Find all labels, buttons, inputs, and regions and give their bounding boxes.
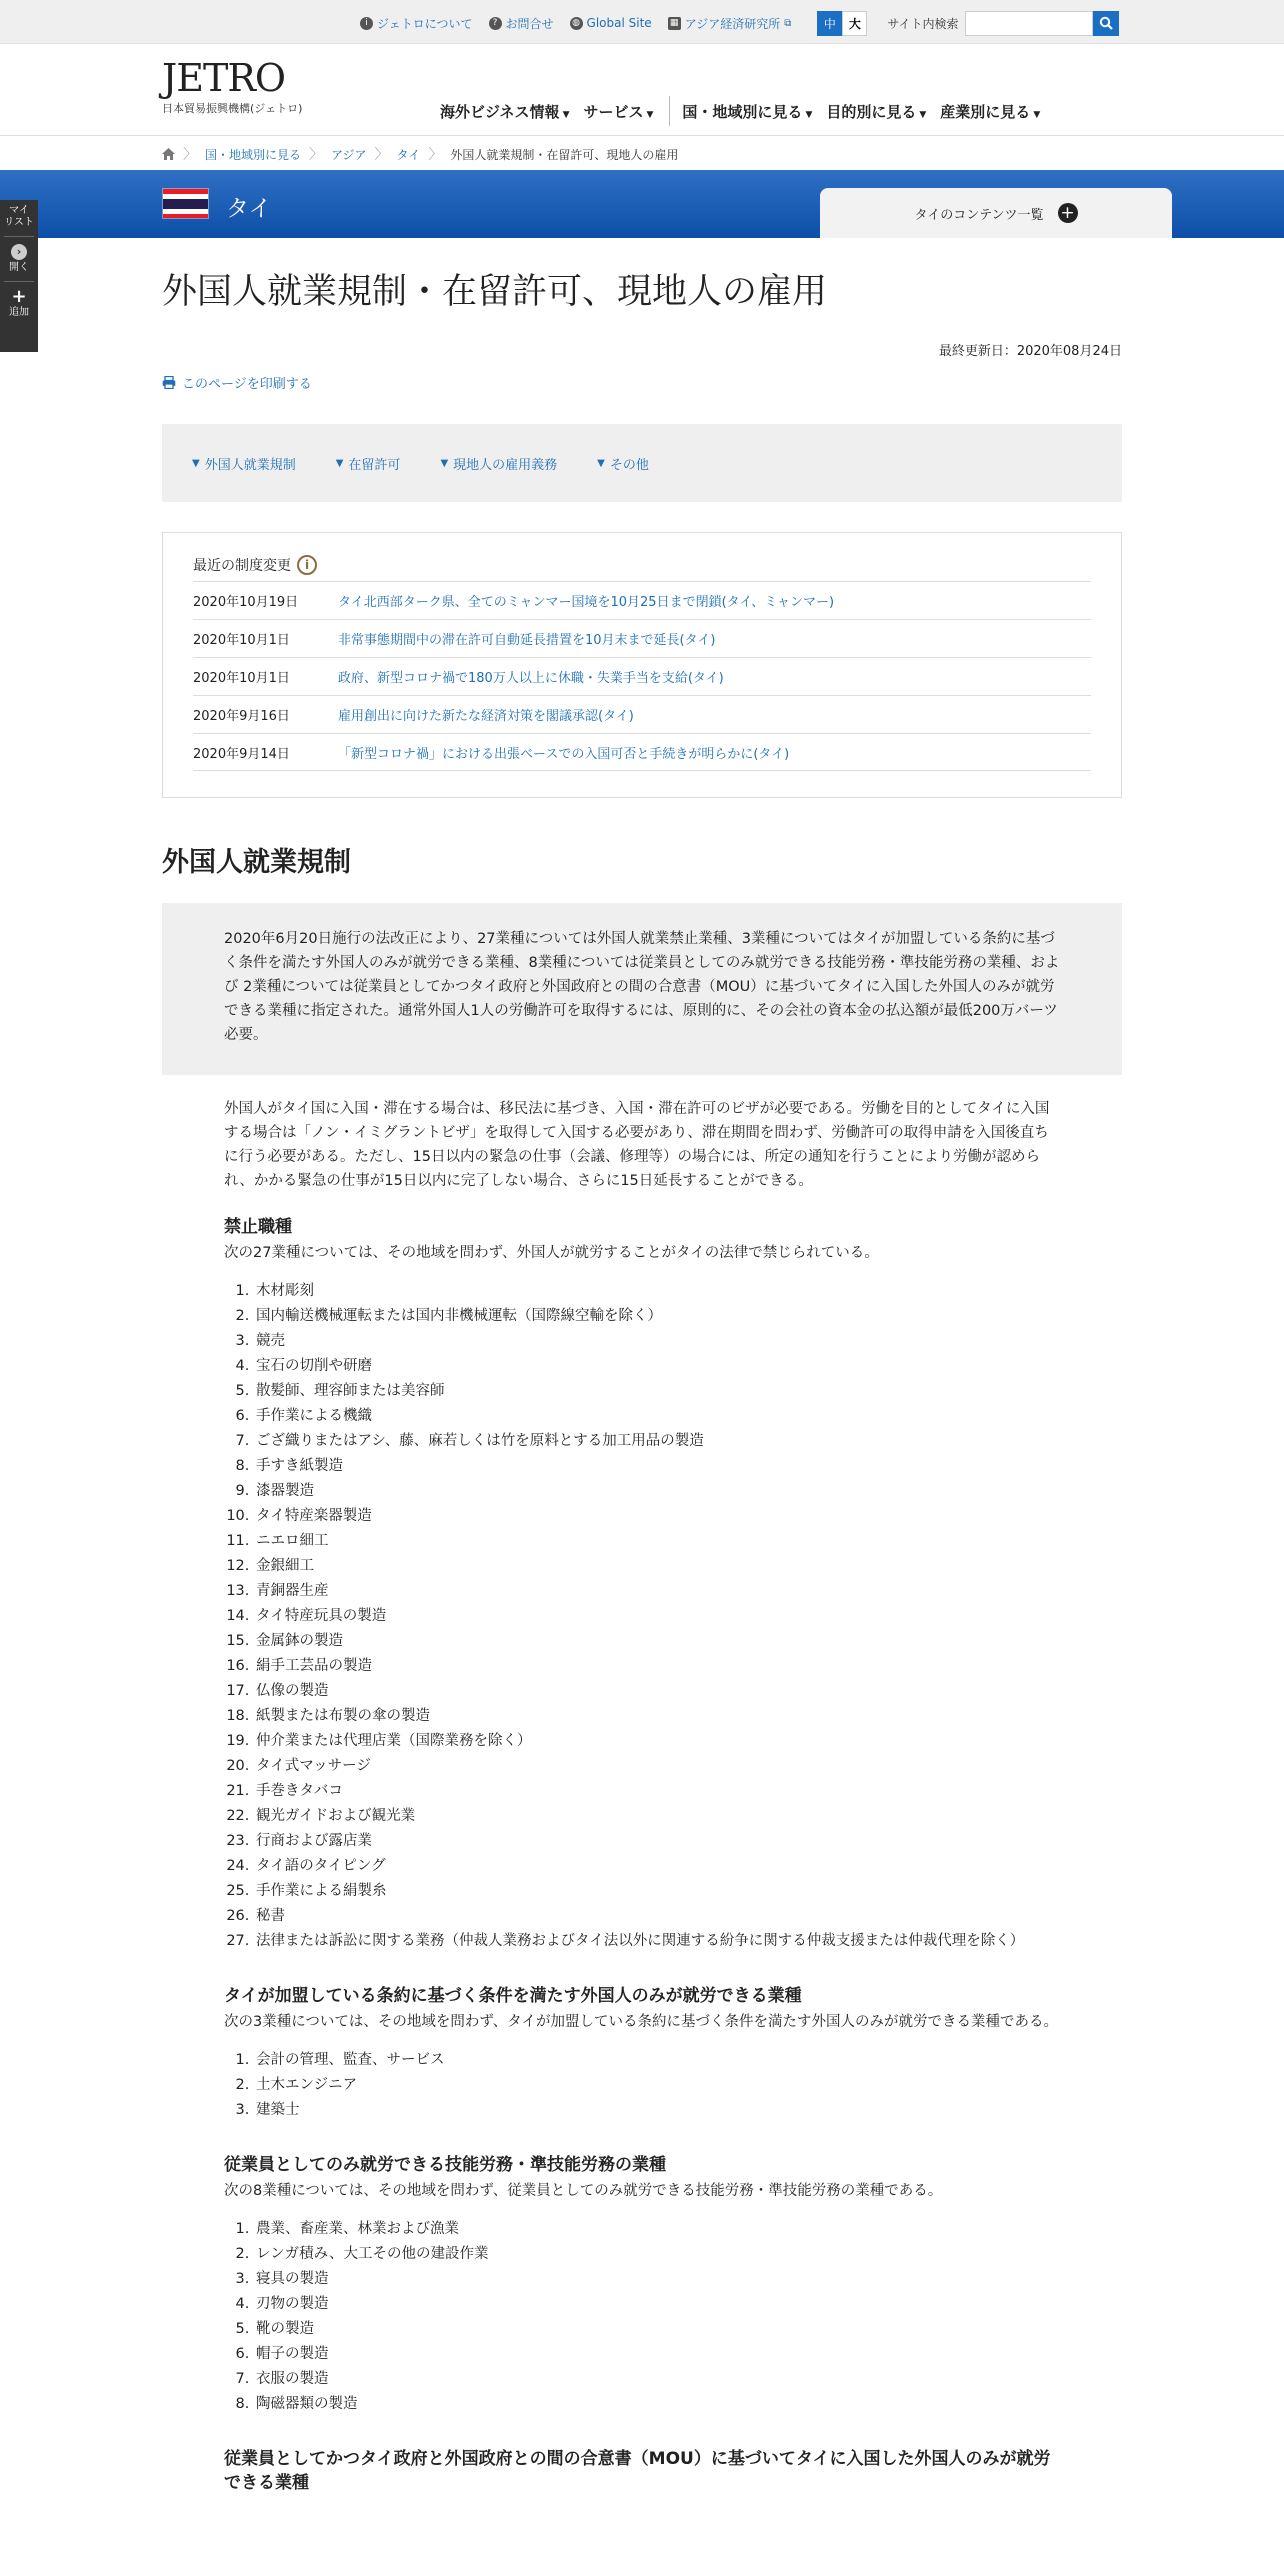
breadcrumb-item[interactable]: アジア xyxy=(331,147,367,162)
anchor-label: 現地人の雇用義務 xyxy=(453,457,558,473)
list-item: 1. 木材彫刻 xyxy=(254,1279,1060,1304)
list-item: 3. 建築士 xyxy=(254,2098,1060,2123)
list-item: 5. 靴の製造 xyxy=(254,2317,1060,2342)
building-icon: ▦ xyxy=(668,17,681,30)
triangle-down-icon: ▼ xyxy=(335,457,344,469)
list-item: 3. 競売 xyxy=(254,1329,1060,1354)
mylist-add-button[interactable] xyxy=(0,284,38,324)
printer-icon xyxy=(162,376,176,389)
anchor-foreign-employment[interactable] xyxy=(192,454,296,473)
breadcrumb-separator: 〉 xyxy=(183,147,197,163)
news-date: 2020年10月19日 xyxy=(193,595,299,610)
anchor-other[interactable] xyxy=(597,454,649,473)
breadcrumb-item[interactable]: タイ xyxy=(396,147,421,162)
list-item: 26. 秘書 xyxy=(254,1904,1060,1929)
recent-changes-title: 最近の制度変更 xyxy=(193,558,291,574)
flag-stripe xyxy=(163,199,208,209)
logo-subtitle: 日本貿易振興機構(ジェトロ) xyxy=(162,102,303,115)
anchor-label: 在留許可 xyxy=(348,457,401,473)
list-item: 8. 陶磁器類の製造 xyxy=(254,2392,1060,2417)
employee-list xyxy=(224,2217,1060,2417)
thailand-flag xyxy=(162,188,209,219)
flag-stripe xyxy=(163,214,208,218)
nav-label: 産業別に見る xyxy=(940,102,1031,121)
news-date: 2020年10月1日 xyxy=(193,671,290,686)
prohibited-list xyxy=(224,1279,1060,1954)
list-item: 22. 観光ガイドおよび観光業 xyxy=(254,1804,1060,1829)
list-item: 8. 手すき紙製造 xyxy=(254,1454,1060,1479)
prohibited-heading: 禁止職種 xyxy=(224,1217,292,1237)
nav-label: 目的別に見る xyxy=(826,102,917,121)
list-item: 2. 国内輸送機械運転または国内非機械運転（国際線空輸を除く） xyxy=(254,1304,1060,1329)
print-page-link[interactable] xyxy=(162,373,1122,392)
ide-link-label: アジア経済研究所 xyxy=(684,16,781,31)
list-item: 2. 土木エンジニア xyxy=(254,2073,1060,2098)
globe-icon: ◍ xyxy=(570,17,583,30)
list-item: 19. 仲介業または代理店業（国際業務を除く） xyxy=(254,1729,1060,1754)
plus-icon: + xyxy=(1058,203,1078,223)
list-item: 10. タイ特産楽器製造 xyxy=(254,1504,1060,1529)
news-link[interactable]: 政府、新型コロナ禍で180万人以上に休職・失業手当を支給(タイ) xyxy=(338,671,724,686)
news-date: 2020年9月16日 xyxy=(193,709,290,724)
list-item: 11. ニエロ細工 xyxy=(254,1529,1060,1554)
caret-down-icon: ▼ xyxy=(805,109,813,120)
list-item: 7. 衣服の製造 xyxy=(254,2367,1060,2392)
mylist-widget xyxy=(0,200,38,352)
news-row xyxy=(193,733,1091,771)
widget-divider xyxy=(4,236,34,237)
country-name: タイ xyxy=(226,196,272,222)
news-row xyxy=(193,619,1091,657)
font-size-large-button[interactable]: 大 xyxy=(842,11,867,36)
nav-label: 海外ビジネス情報 xyxy=(440,102,560,121)
nav-divider xyxy=(669,96,670,126)
mylist-open-button[interactable] xyxy=(0,239,38,279)
caret-down-icon: ▼ xyxy=(646,109,654,120)
list-item: 20. タイ式マッサージ xyxy=(254,1754,1060,1779)
news-link[interactable]: 非常事態期間中の滞在許可自動延長措置を10月末まで延長(タイ) xyxy=(338,633,716,648)
info-icon[interactable]: i xyxy=(297,555,317,575)
in-page-nav xyxy=(162,424,1122,502)
breadcrumb xyxy=(162,144,678,164)
breadcrumb-home[interactable] xyxy=(162,148,175,160)
list-item: 24. タイ語のタイピング xyxy=(254,1854,1060,1879)
mou-heading: 従業員としてかつタイ政府と外国政府との間の合意書（MOU）に基づいてタイに入国した外国人のみが就労できる業種 xyxy=(224,2449,1051,2493)
section-summary: 2020年6月20日施行の法改正により、27業種については外国人就業禁止業種、3業種についてはタイが加盟している条約に基づく条件を満たす外国人のみが就労できる業種、8業種については従業員としてのみ就労できる技能労務・準技能労務の業種、および 2業種については従業員としてかつタイ政府と外国政府との間の合意書（MOU）に基づいてタイに入国した外国人のみが就労できる業種に指定された。通常外国人1人の労働許可を取得するには、原則的に、その会社の資本金の払込額が最低200万バーツ必要。 xyxy=(162,903,1122,1075)
prohibited-intro: 次の27業種については、その地域を問わず、外国人が就労することがタイの法律で禁じられている。 xyxy=(224,1245,879,1261)
mylist-add-label: 追加 xyxy=(9,307,29,318)
list-item: 23. 行商および露店業 xyxy=(254,1829,1060,1854)
country-contents-tab[interactable] xyxy=(820,188,1172,238)
list-item: 4. 宝石の切削や研磨 xyxy=(254,1354,1060,1379)
home-icon xyxy=(162,148,175,160)
mylist-open-label: 開く xyxy=(9,262,29,273)
ide-link[interactable] xyxy=(668,15,792,32)
list-item: 3. 寝具の製造 xyxy=(254,2267,1060,2292)
nav-by-industry[interactable] xyxy=(940,101,1040,122)
recent-changes-heading xyxy=(193,555,1091,581)
section-body xyxy=(162,1075,1122,2495)
question-circle-icon: ? xyxy=(489,17,502,30)
section-title: 外国人就業規制 xyxy=(162,847,351,878)
breadcrumb-separator: 〉 xyxy=(309,147,324,163)
list-item: 25. 手作業による絹製糸 xyxy=(254,1879,1060,1904)
anchor-local-hiring[interactable] xyxy=(440,454,557,473)
list-item: 5. 散髪師、理容師または美容師 xyxy=(254,1379,1060,1404)
print-page-label: このページを印刷する xyxy=(182,377,312,392)
list-item: 14. タイ特産玩具の製造 xyxy=(254,1604,1060,1629)
breadcrumb-separator: 〉 xyxy=(374,147,389,163)
global-nav xyxy=(440,96,1054,126)
list-item: 18. 紙製または布製の傘の製造 xyxy=(254,1704,1060,1729)
treaty-intro: 次の3業種については、その地域を問わず、タイが加盟している条約に基づく条件を満たす外国人のみが就労できる業種である。 xyxy=(224,2014,1058,2030)
news-row xyxy=(193,581,1091,619)
employee-intro: 次の8業種については、その地域を問わず、従業員としてのみ就労できる技能労務・準技能労務の業種である。 xyxy=(224,2183,943,2199)
main-content xyxy=(162,238,1122,2495)
anchor-residence-permit[interactable] xyxy=(336,454,401,473)
list-item: 4. 刃物の製造 xyxy=(254,2292,1060,2317)
about-link-label: ジェトロについて xyxy=(377,16,473,31)
page-title: 外国人就業規制・在留許可、現地人の雇用 xyxy=(162,272,828,312)
info-circle-icon: i xyxy=(360,17,373,30)
country-contents-label: タイのコンテンツ一覧 xyxy=(914,207,1044,223)
list-item: 7. ござ織りまたはアシ、藤、麻若しくは竹を原料とする加工用品の製造 xyxy=(254,1429,1060,1454)
news-row xyxy=(193,695,1091,733)
global-site-label: Global Site xyxy=(586,16,652,30)
breadcrumb-current: 外国人就業規制・在留許可、現地人の雇用 xyxy=(450,147,679,162)
nav-by-purpose[interactable] xyxy=(826,101,926,122)
nav-label: 国・地域別に見る xyxy=(682,102,803,121)
nav-overseas-business[interactable] xyxy=(440,101,569,122)
contact-link[interactable] xyxy=(489,15,554,32)
treaty-heading: タイが加盟している条約に基づく条件を満たす外国人のみが就労できる業種 xyxy=(224,1986,802,2006)
widget-divider xyxy=(4,281,34,282)
breadcrumb-separator: 〉 xyxy=(428,147,443,163)
list-item: 21. 手巻きタバコ xyxy=(254,1779,1060,1804)
triangle-down-icon: ▼ xyxy=(597,457,605,469)
search-icon xyxy=(1099,16,1113,30)
chevron-right-icon: › xyxy=(11,244,27,260)
anchor-label: その他 xyxy=(609,457,649,473)
country-band xyxy=(0,170,1284,238)
list-item: 17. 仏像の製造 xyxy=(254,1679,1060,1704)
list-item: 6. 帽子の製造 xyxy=(254,2342,1060,2367)
plus-icon: + xyxy=(11,286,27,307)
font-size-medium-button[interactable]: 中 xyxy=(817,11,842,36)
news-row xyxy=(193,657,1091,695)
list-item: 15. 金属鉢の製造 xyxy=(254,1629,1060,1654)
list-item: 6. 手作業による機織 xyxy=(254,1404,1060,1429)
site-search-input[interactable] xyxy=(965,11,1093,36)
caret-down-icon: ▼ xyxy=(562,109,570,120)
global-site-link[interactable] xyxy=(570,16,652,30)
font-size-switcher xyxy=(817,11,867,36)
triangle-down-icon: ▼ xyxy=(192,457,200,469)
list-item: 2. レンガ積み、大工その他の建設作業 xyxy=(254,2242,1060,2267)
site-search-label: サイト内検索 xyxy=(887,16,959,31)
triangle-down-icon: ▼ xyxy=(440,457,449,469)
site-search-button[interactable] xyxy=(1093,11,1119,36)
contact-link-label: お問合せ xyxy=(505,16,554,31)
utility-bar xyxy=(0,0,1284,44)
list-item: 13. 青銅器生産 xyxy=(254,1579,1060,1604)
list-item: 27. 法律または訴訟に関する業務（仲裁人業務およびタイ法以外に関連する紛争に関する仲裁支援または仲裁代理を除く） xyxy=(254,1929,1060,1954)
news-link[interactable]: タイ北西部ターク県、全てのミャンマー国境を10月25日まで閉鎖(タイ、ミャンマー) xyxy=(338,595,835,610)
list-item: 16. 絹手工芸品の製造 xyxy=(254,1654,1060,1679)
list-item: 9. 漆器製造 xyxy=(254,1479,1060,1504)
nav-services[interactable] xyxy=(583,101,653,122)
list-item: 12. 金銀細工 xyxy=(254,1554,1060,1579)
mylist-label: マイ リスト xyxy=(4,205,34,228)
treaty-list xyxy=(224,2048,1060,2123)
recent-changes-box xyxy=(162,532,1122,798)
last-updated: 最終更新日：2020年08月24日 xyxy=(938,344,1122,359)
news-link[interactable]: 「新型コロナ禍」における出張ベースでの入国可否と手続きが明らかに(タイ) xyxy=(338,746,790,762)
anchor-label: 外国人就業規制 xyxy=(204,457,296,473)
breadcrumb-item[interactable]: 国・地域別に見る xyxy=(205,147,302,162)
nav-label: サービス xyxy=(583,102,644,121)
caret-down-icon: ▼ xyxy=(1033,109,1041,120)
body-paragraph: 外国人がタイ国に入国・滞在する場合は、移民法に基づき、入国・滞在許可のビザが必要である。労働を目的としてタイに入国する場合は「ノン・イミグラントビザ」を取得して入国する必要があり、滞在期間を問わず、労働許可の取得申請を入国後直ちに行う必要がある。ただし、15日以内の緊急の仕事（会議、修理等）の場合には、所定の通知を行うことにより労働が認められ、かかる緊急の仕事が15日以内に完了しない場合、さらに15日延長することができる。 xyxy=(224,1101,1050,1189)
external-link-icon: ⧉ xyxy=(784,17,792,29)
jetro-logo[interactable] xyxy=(162,58,302,116)
site-header xyxy=(0,44,1284,136)
list-item: 1. 農業、畜産業、林業および漁業 xyxy=(254,2217,1060,2242)
logo-wordmark: JETRO xyxy=(162,56,286,100)
about-link[interactable] xyxy=(360,15,473,32)
employee-heading: 従業員としてのみ就労できる技能労務・準技能労務の業種 xyxy=(224,2155,666,2175)
news-link[interactable]: 雇用創出に向けた新たな経済対策を閣議承認(タイ) xyxy=(338,709,634,724)
news-date: 2020年10月1日 xyxy=(193,633,290,648)
caret-down-icon: ▼ xyxy=(919,109,927,120)
nav-by-region[interactable] xyxy=(682,101,812,122)
news-date: 2020年9月14日 xyxy=(193,746,290,762)
list-item: 1. 会計の管理、監査、サービス xyxy=(254,2048,1060,2073)
